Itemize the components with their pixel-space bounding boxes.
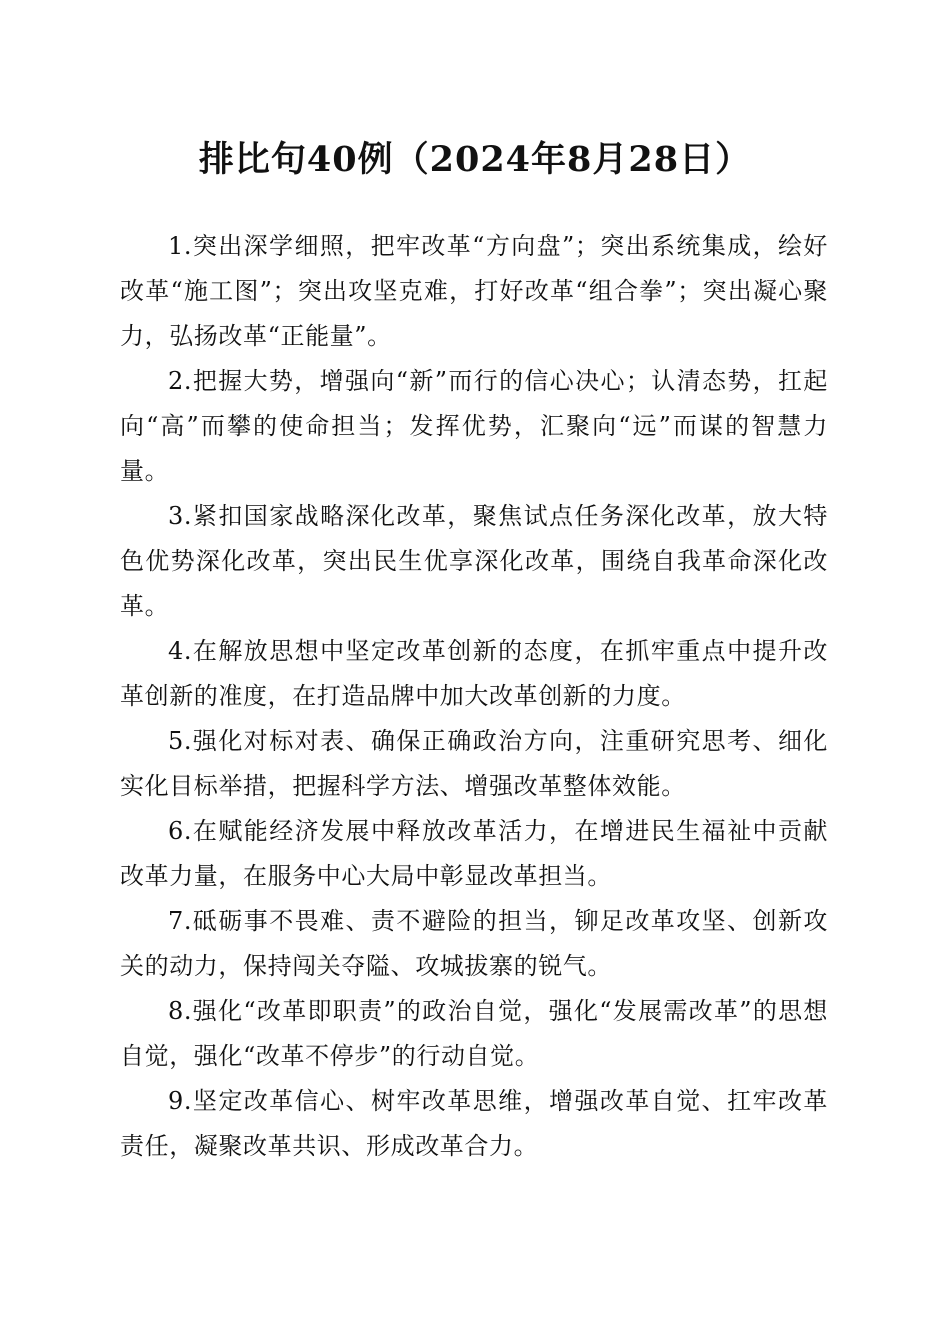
paragraph-6: 6.在赋能经济发展中释放改革活力，在增进民生福祉中贡献改革力量，在服务中心大局中彰显改革担当。 [120,817,828,890]
paragraph-3: 3.紧扣国家战略深化改革，聚焦试点任务深化改革，放大特色优势深化改革，突出民生优享深化改革，围绕自我革命深化改革。 [120,502,828,620]
paragraph-4: 4.在解放思想中坚定改革创新的态度，在抓牢重点中提升改革创新的准度，在打造品牌中加大改革创新的力度。 [120,637,828,710]
paragraph-9: 9.坚定改革信心、树牢改革思维，增强改革自觉、扛牢改革责任，凝聚改革共识、形成改革合力。 [120,1087,828,1160]
document-title: 排比句40例（2024年8月28日） [198,139,752,180]
paragraph-1: 1.突出深学细照，把牢改革“方向盘”；突出系统集成，绘好改革“施工图”；突出攻坚克难，打好改革“组合拳”；突出凝心聚力，弘扬改革“正能量”。 [120,232,828,350]
paragraph-2: 2.把握大势，增强向“新”而行的信心决心；认清态势，扛起向“高”而攀的使命担当；发挥优势，汇聚向“远”而谋的智慧力量。 [120,367,828,485]
paragraph-5: 5.强化对标对表、确保正确政治方向，注重研究思考、细化实化目标举措，把握科学方法、增强改革整体效能。 [120,727,828,800]
paragraph-8: 8.强化“改革即职责”的政治自觉，强化“发展需改革”的思想自觉，强化“改革不停步”的行动自觉。 [120,997,828,1070]
document-body [120,224,828,1169]
paragraph-7: 7.砥砺事不畏难、责不避险的担当，铆足改革攻坚、创新攻关的动力，保持闯关夺隘、攻城拔寨的锐气。 [120,907,828,980]
